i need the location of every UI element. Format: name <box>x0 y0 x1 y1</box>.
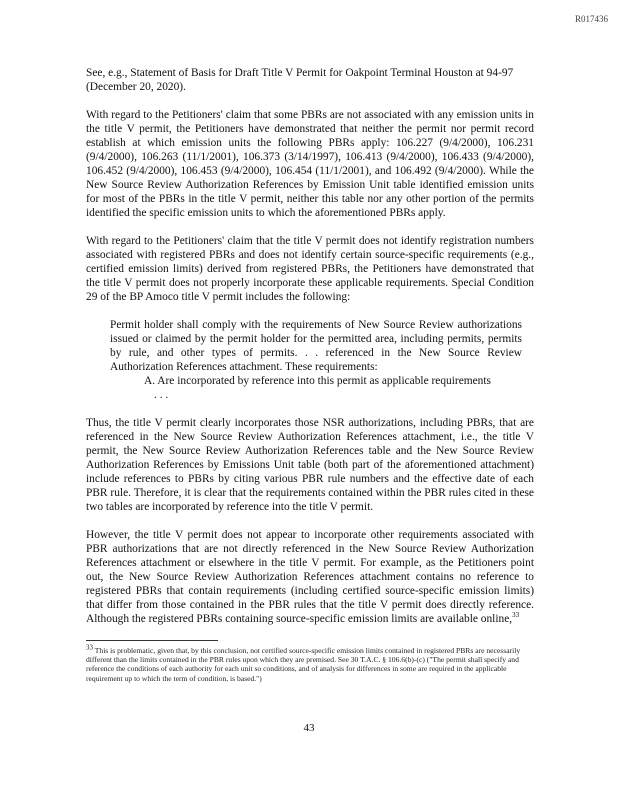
block-quote <box>110 318 522 402</box>
page-number: 43 <box>303 722 315 734</box>
bates-number: R017436 <box>574 14 608 24</box>
body-paragraph: Thus, the title V permit clearly incorporates those NSR authorizations, including PBRs, that are referenced in the New Source Review Authorization References attachment, i.e., the title V permit, the New Source Review Authorization References table and the New Source Review Authorization References by Emissions Unit table (both part of the aforementioned attachment) include references to PBRs by citing various PBR rule numbers and the effective date of each PBR rule. Therefore, it is clear that the requirements contained within the PBR rules cited in these two tables are incorporated by reference into the title V permit. <box>86 417 534 513</box>
body-paragraph-text: However, the title V permit does not appear to incorporate other requirements associated with PBR authorizations that are not directly referenced in the New Source Review Authorization References attachment or elsewhere in the title V permit. For example, as the Petitioners point out, the New Source Review Authorization References attachment contains no reference to registered PBRs that contain requirements (including certified source-specific emission limits) that differ from those contained in the PBR rules that the title V permit does directly reference. Although the registered PBRs containing source-specific emission limits are available online, <box>86 529 534 625</box>
body-paragraph <box>86 528 534 626</box>
footnote <box>86 643 534 683</box>
document-body <box>86 66 534 640</box>
block-quote-ellipsis: . . . <box>154 389 169 401</box>
footnote-reference[interactable]: 33 <box>512 611 520 620</box>
body-paragraph: With regard to the Petitioners' claim that some PBRs are not associated with any emission units in the title V permit, the Petitioners have demonstrated that neither the permit nor permit record establish at which emission units the following PBRs apply: 106.227 (9/4/2000), 106.231 (9/4/2000), 106.263 (11/1/2001), 106.373 (3/14/1997), 106.413 (9/4/2000), 106.433 (9/4/2000), 106.452 (9/4/2000), 106.453 (9/4/2000), 106.454 (11/1/2001), and 106.492 (9/4/2000). While the New Source Review Authorization References by Emission Unit table identified emission units for most of the PBRs in the title V permit, neither this table nor any other portion of the permits identified the specific emission units to which the aforementioned PBRs apply. <box>86 109 534 219</box>
footnote-number: 33 <box>86 643 93 652</box>
body-paragraph: With regard to the Petitioners' claim that the title V permit does not identify registration numbers associated with registered PBRs and does not identify certain source-specific requirements (e.g., certified emission limits) derived from registered PBRs, the Petitioners have demonstrated that the title V permit does not properly incorporate these applicable requirements. Special Condition 29 of the BP Amoco title V permit includes the following: <box>86 235 534 303</box>
block-quote-item: A. Are incorporated by reference into this permit as applicable requirements <box>144 375 491 387</box>
citation-paragraph: See, e.g., Statement of Basis for Draft Title V Permit for Oakpoint Terminal Houston at 94-97 (December 20, 2020). <box>86 67 514 93</box>
footnote-text: This is problematic, given that, by this conclusion, not certified source-specific emission limits contained in registered PBRs are necessarily different than the limits contained in the PBR rules upon which they are premised. See 30 T.A.C. § 106.6(b)-(c) ("The permit shall specify and reference the conditions of each authority for each unit so conditions, and of analysis for differences in some are required in the applicable requirement up to which the term of condition, is based.") <box>86 646 521 683</box>
block-quote-text: Permit holder shall comply with the requirements of New Source Review authorizations issued or claimed by the permit holder for the permitted area, including permits, permits by rule, and other types of permits. . . referenced in the New Source Review Authorization References attachment. These requirements: <box>110 319 522 373</box>
footnote-divider <box>86 640 218 641</box>
